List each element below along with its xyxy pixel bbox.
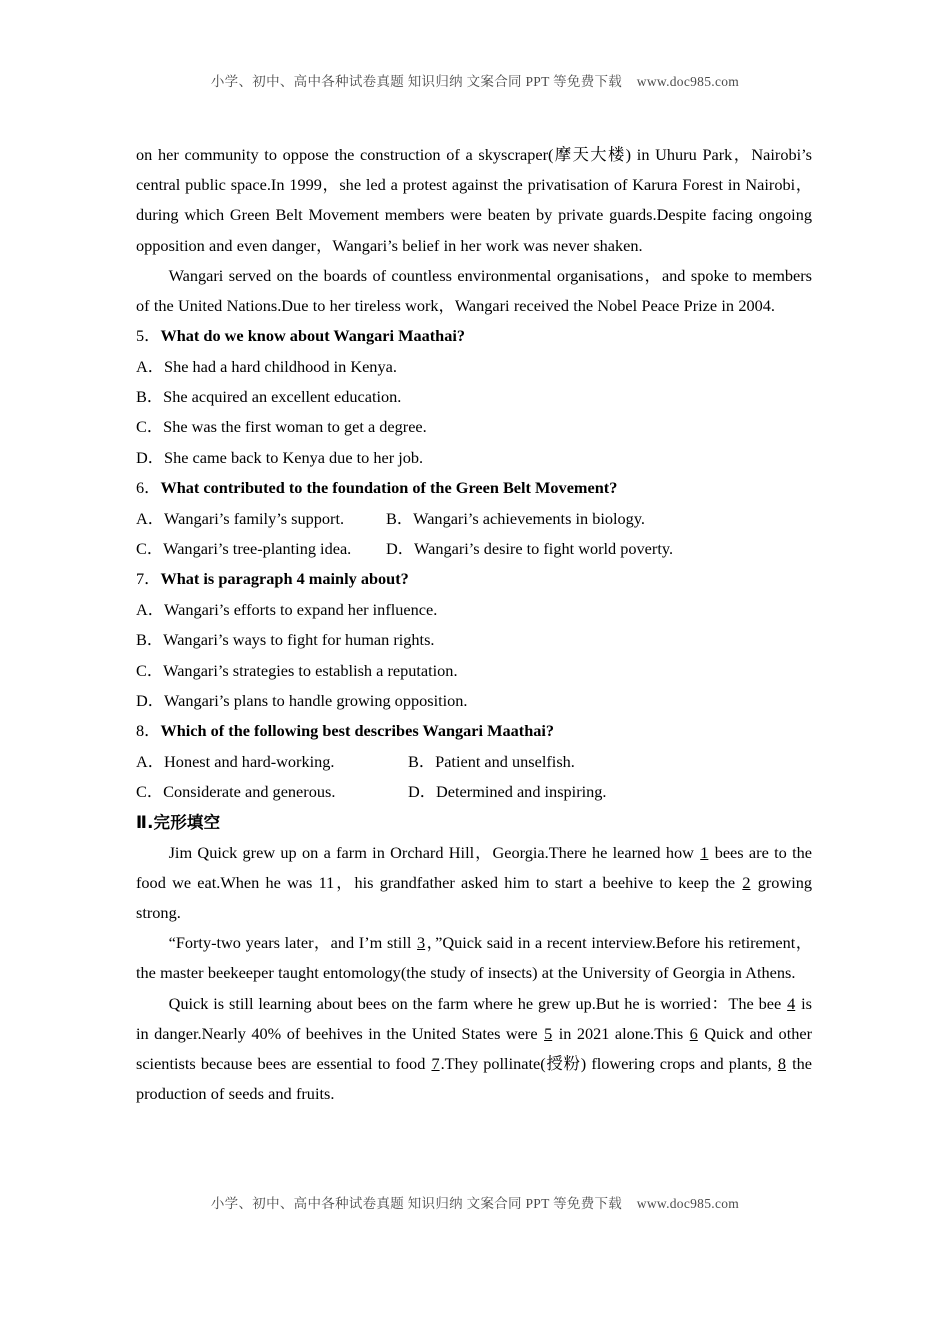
- cloze-p3-text-c: in 2021 alone.This: [553, 1023, 689, 1043]
- cloze-p3-text-f: the production of seeds and fruits.: [136, 1054, 812, 1104]
- passage-paragraph-continued: on her community to oppose the construction of a skyscraper(摩天大楼) in Uhuru Park，Nairobi’s central public space.In 1999，she led a protest against the privatisation of Karura Forest in Nairobi，during which Green Belt Movement members were beaten by private guards.Despite facing ongoing opposition and even danger，Wangari’s belief in her work was never shaken.: [136, 145, 812, 255]
- question-7-number: 7．: [136, 569, 161, 589]
- cloze-blank-6[interactable]: 6: [689, 1023, 698, 1043]
- watermark-header: 小学、初中、高中各种试卷真题 知识归纳 文案合同 PPT 等免费下载 www.doc985.com: [210, 74, 740, 89]
- question-5-option-a[interactable]: A．She had a hard childhood in Kenya.: [136, 356, 397, 376]
- question-8-option-row-2: [136, 777, 812, 807]
- question-7-text: What is paragraph 4 mainly about?: [160, 569, 409, 589]
- question-6-number: 6．: [136, 478, 161, 498]
- cloze-p3-text-d: Quick and other scientists because bees are essential to food: [136, 1023, 813, 1074]
- cloze-p2-text-a: “Forty-two years later，and I’m still: [168, 933, 417, 953]
- cloze-blank-7[interactable]: 7: [431, 1054, 440, 1074]
- question-6-option-b[interactable]: B．Wangari’s achievements in biology.: [386, 508, 645, 528]
- question-8-stem: [136, 716, 812, 746]
- question-6-text: What contributed to the foundation of the Green Belt Movement?: [160, 478, 618, 498]
- question-5-text: What do we know about Wangari Maathai?: [160, 326, 466, 346]
- question-8-option-b[interactable]: B．Patient and unselfish.: [408, 751, 575, 771]
- watermark-footer: 小学、初中、高中各种试卷真题 知识归纳 文案合同 PPT 等免费下载 www.doc985.com: [210, 1196, 740, 1211]
- cloze-paragraph-1: [136, 838, 812, 929]
- question-5-option-d[interactable]: D．She came back to Kenya due to her job.: [136, 447, 424, 467]
- cloze-paragraph-2: [136, 928, 812, 988]
- question-7-stem: [136, 564, 812, 594]
- question-5-option-c[interactable]: C．She was the first woman to get a degree.: [136, 417, 427, 437]
- cloze-paragraph-3: [136, 989, 812, 1110]
- cloze-blank-3[interactable]: 3: [417, 933, 426, 953]
- cloze-p3-text-e: .They pollinate(授粉) flowering crops and plants,: [440, 1054, 777, 1074]
- question-5-number: 5．: [136, 326, 161, 346]
- question-6-option-a[interactable]: A．Wangari’s family’s support.: [136, 508, 345, 528]
- cloze-p1-text-a: Jim Quick grew up on a farm in Orchard Hill，Georgia.There he learned how: [168, 842, 700, 862]
- question-7-option-d[interactable]: D．Wangari’s plans to handle growing opposition.: [136, 691, 468, 711]
- document-content: [136, 140, 812, 1109]
- question-6-option-row-1: [136, 504, 812, 534]
- cloze-blank-8[interactable]: 8: [777, 1054, 786, 1074]
- question-5-option-b[interactable]: B．She acquired an excellent education.: [136, 387, 402, 407]
- question-8-option-d[interactable]: D．Determined and inspiring.: [408, 782, 607, 802]
- cloze-blank-5[interactable]: 5: [544, 1023, 553, 1043]
- question-8-text: Which of the following best describes Wangari Maathai?: [160, 721, 555, 741]
- question-8-option-row-1: [136, 747, 812, 777]
- question-6-option-row-2: [136, 534, 812, 564]
- cloze-p3-text-b: is in danger.Nearly 40% of beehives in the United States were: [136, 993, 812, 1043]
- question-6-option-d[interactable]: D．Wangari’s desire to fight world poverty.: [386, 539, 674, 559]
- question-8-number: 8．: [136, 721, 161, 741]
- cloze-p1-text-c: growing strong.: [136, 872, 813, 923]
- cloze-p3-text-a: Quick is still learning about bees on the farm where he grew up.But he is worried：The bee: [168, 993, 787, 1013]
- cloze-blank-1[interactable]: 1: [700, 842, 709, 862]
- cloze-p2-text-b: ，”Quick said in a recent interview.Before his retirement，the master beekeeper taught entomology(the study of insects) at the University of Georgia in Athens.: [136, 933, 813, 983]
- question-5-stem: [136, 321, 812, 351]
- cloze-blank-2[interactable]: 2: [742, 872, 751, 892]
- question-7-option-b[interactable]: B．Wangari’s ways to fight for human rights.: [136, 630, 435, 650]
- question-8-option-c[interactable]: C．Considerate and generous.: [136, 782, 336, 802]
- question-6-stem: [136, 473, 812, 503]
- passage-paragraph-final: Wangari served on the boards of countless environmental organisations，and spoke to members of the United Nations.Due to her tireless work，Wangari received the Nobel Peace Prize in 2004.: [136, 265, 812, 316]
- cloze-blank-4[interactable]: 4: [787, 993, 796, 1013]
- cloze-p1-text-b: bees are to the food we eat.When he was 11，his grandfather asked him to start a beehive to keep the: [136, 842, 812, 892]
- question-7-option-c[interactable]: C．Wangari’s strategies to establish a reputation.: [136, 660, 458, 680]
- section-heading-cloze: Ⅱ.完形填空: [136, 812, 221, 832]
- question-8-option-a[interactable]: A．Honest and hard-working.: [136, 751, 335, 771]
- question-6-option-c[interactable]: C．Wangari’s tree-planting idea.: [136, 539, 352, 559]
- question-7-option-a[interactable]: A．Wangari’s efforts to expand her influence.: [136, 599, 438, 619]
